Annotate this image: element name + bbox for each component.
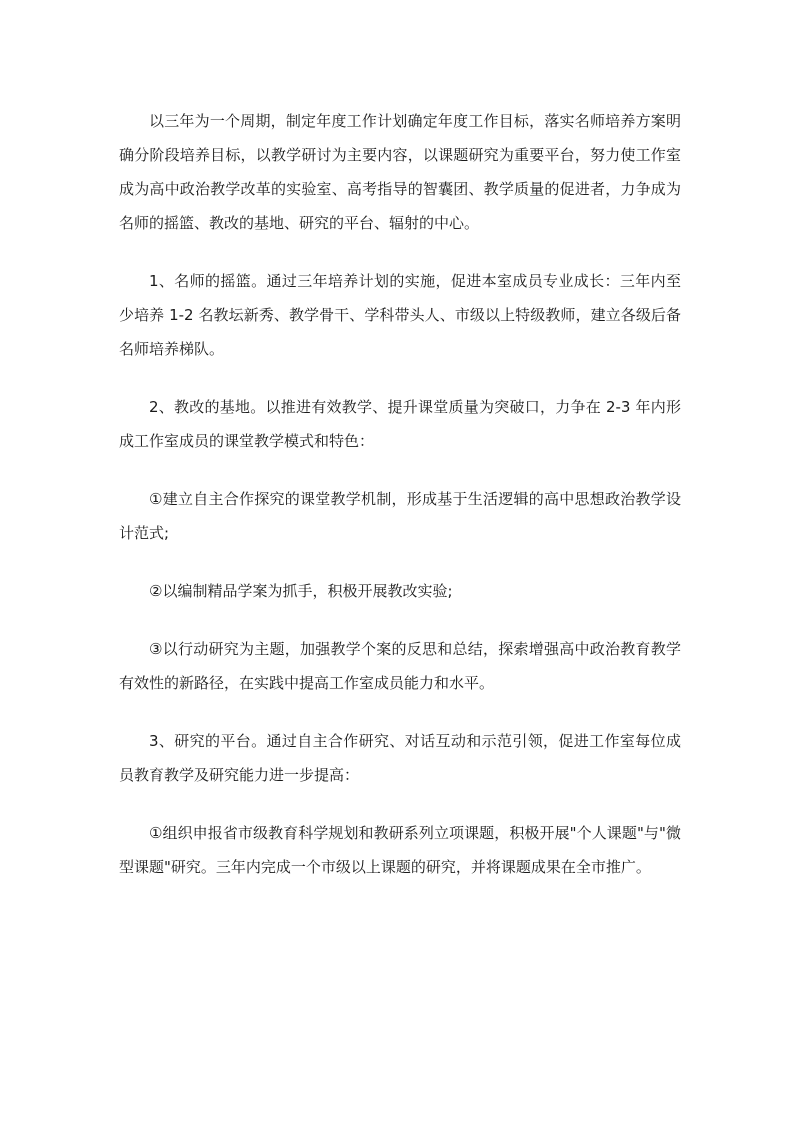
paragraph-cradle: 1、名师的摇篮。通过三年培养计划的实施，促进本室成员专业成长：三年内至少培养 1-2 名教坛新秀、教学骨干、学科带头人、市级以上特级教师，建立各级后备名师培养梯队。 xyxy=(119,272,681,358)
paragraph-reform-base: 2、教改的基地。以推进有效教学、提升课堂质量为突破口，力争在 2-3 年内形成工作室成员的课堂教学模式和特色： xyxy=(119,398,681,450)
document-body xyxy=(119,104,681,908)
paragraph-reform-item-1: ①建立自主合作探究的课堂教学机制，形成基于生活逻辑的高中思想政治教学设计范式; xyxy=(119,490,681,542)
paragraph-research-item-1: ①组织申报省市级教育科学规划和教研系列立项课题，积极开展"个人课题"与"微型课题"研究。三年内完成一个市级以上课题的研究，并将课题成果在全市推广。 xyxy=(119,824,681,876)
paragraph-intro: 以三年为一个周期，制定年度工作计划确定年度工作目标，落实名师培养方案明确分阶段培养目标，以教学研讨为主要内容，以课题研究为重要平台，努力使工作室成为高中政治教学改革的实验室、高考指导的智囊团、教学质量的促进者，力争成为名师的摇篮、教改的基地、研究的平台、辐射的中心。 xyxy=(119,112,681,232)
paragraph-research-platform: 3、研究的平台。通过自主合作研究、对话互动和示范引领，促进工作室每位成员教育教学及研究能力进一步提高： xyxy=(119,732,681,784)
paragraph-reform-item-3: ③以行动研究为主题，加强教学个案的反思和总结，探索增强高中政治教育教学有效性的新路径，在实践中提高工作室成员能力和水平。 xyxy=(119,640,681,692)
paragraph-reform-item-2: ②以编制精品学案为抓手，积极开展教改实验; xyxy=(149,582,453,600)
